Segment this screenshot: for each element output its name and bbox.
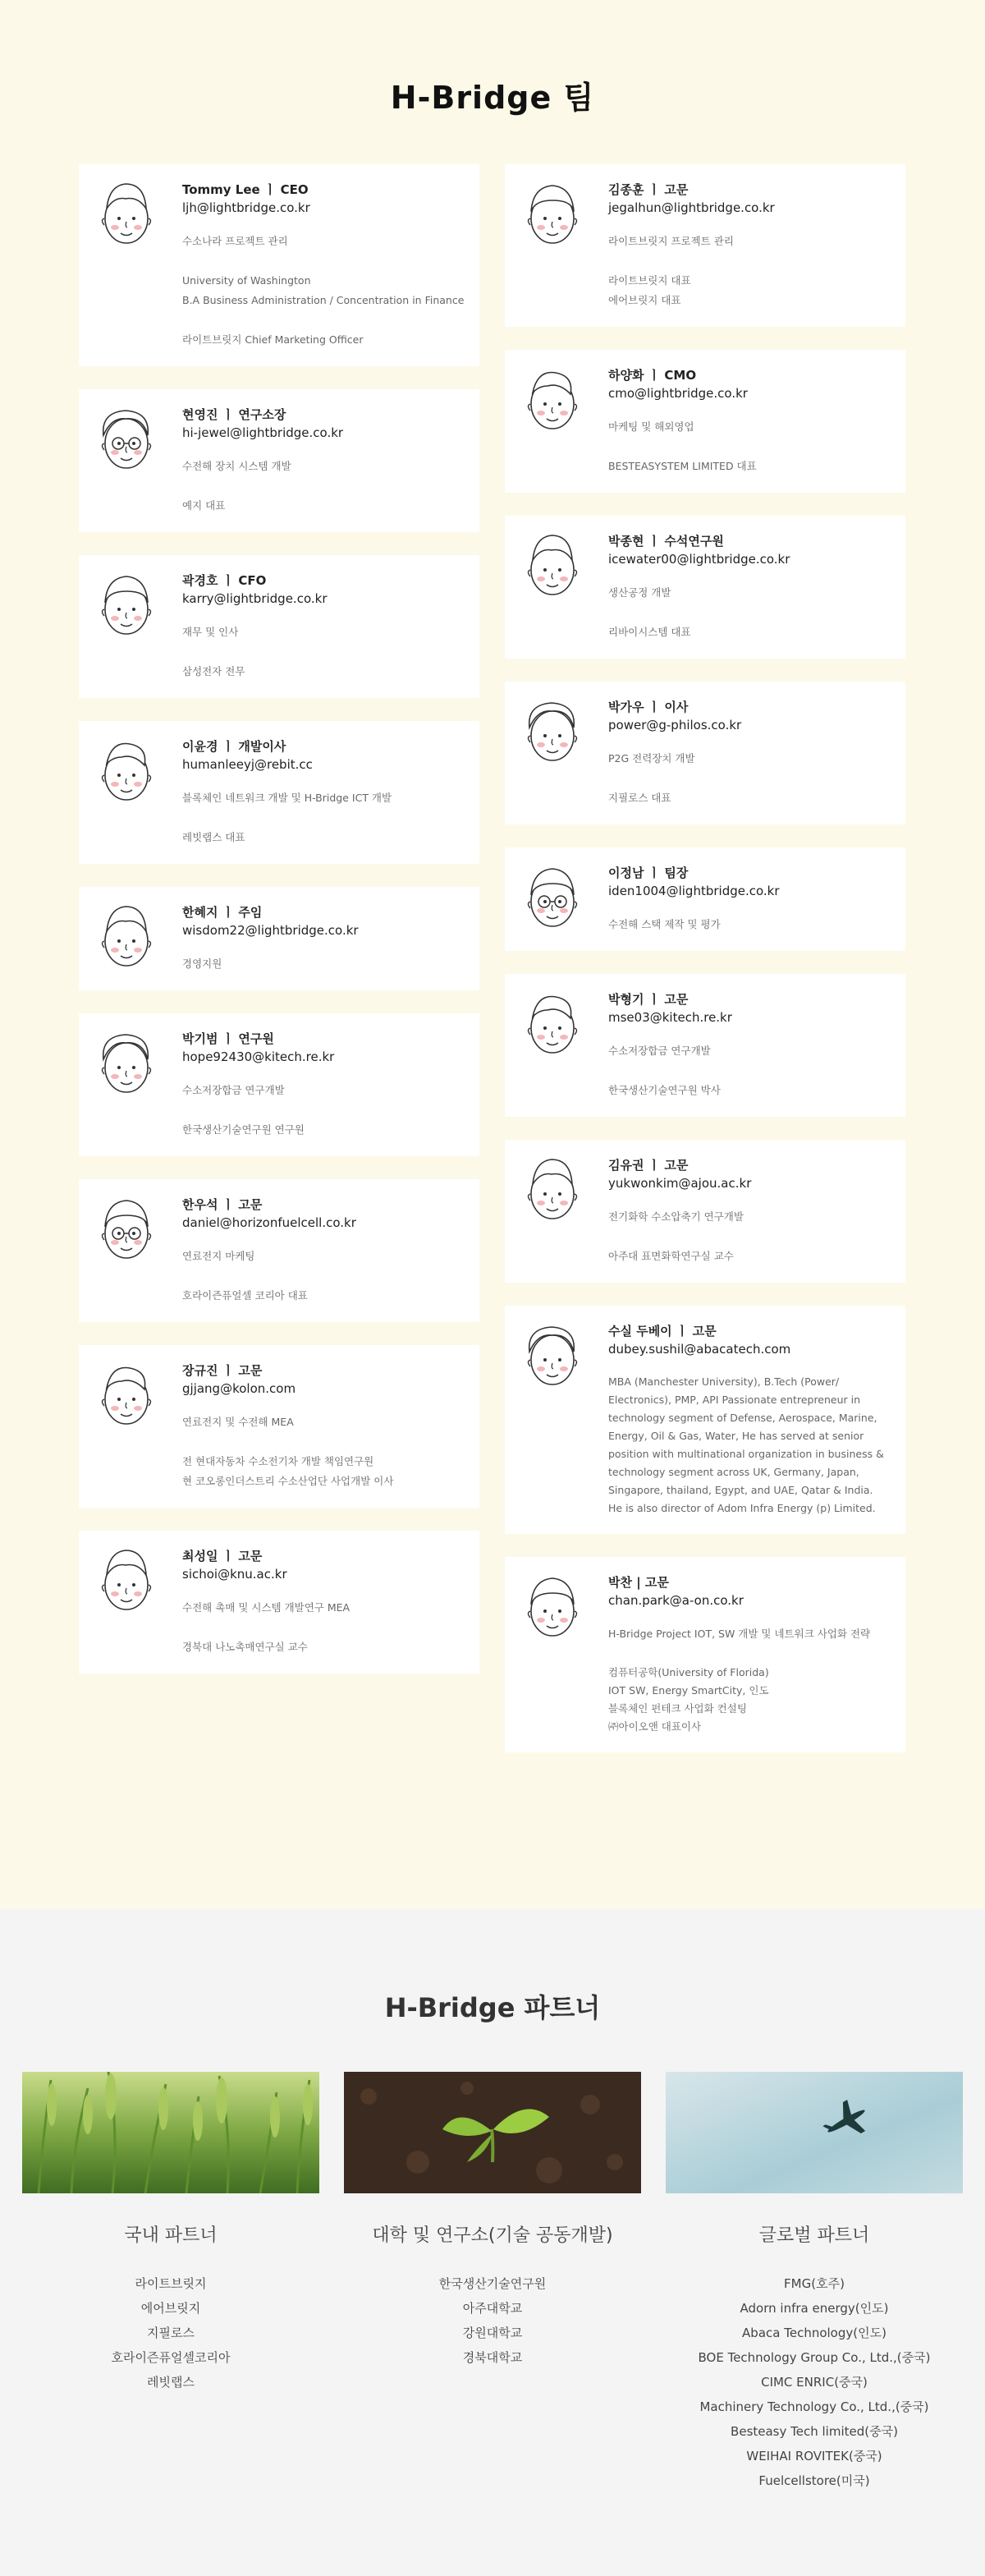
avatar-icon: [89, 567, 163, 649]
member-detail-line: 현 코오롱인더스트리 수소산업단 사업개발 이사: [182, 1475, 394, 1487]
member-detail-line: 수소나라 프로젝트 관리: [182, 235, 288, 247]
partner-item: CIMC ENRIC(중국): [761, 2375, 868, 2390]
team-member-card: [79, 887, 479, 990]
member-detail-line: 수소저장합금 연구개발: [608, 1045, 711, 1057]
member-email: dubey.sushil@abacatech.com: [608, 1342, 791, 1357]
member-detail-line: Energy, Oil & Gas, Water, He has served at senior: [608, 1430, 864, 1442]
member-email: chan.park@a-on.co.kr: [608, 1593, 744, 1608]
partner-item: BOE Technology Group Co., Ltd.,(중국): [698, 2350, 931, 2365]
member-detail-line: 수전해 촉매 및 시스템 개발연구 MEA: [182, 1601, 350, 1614]
member-detail-line: position with multinational organization in business &: [608, 1448, 884, 1460]
partner-section: [0, 1909, 985, 2576]
member-detail-line: 전 현대자동차 수소전기차 개발 책임연구원: [182, 1455, 374, 1467]
member-name: 박형기 ㅣ 고문: [608, 992, 689, 1007]
member-detail-line: 에어브릿지 대표: [608, 294, 681, 306]
member-detail-line: BESTEASYSTEM LIMITED 대표: [608, 460, 757, 472]
avatar-icon: [515, 1317, 589, 1399]
team-member-card: [79, 1345, 479, 1508]
team-member-card: [79, 389, 479, 532]
team-member-card: [79, 1179, 479, 1322]
avatar-icon: [89, 898, 163, 980]
partner-item: 강원대학교: [462, 2326, 523, 2340]
member-detail-line: 재무 및 인사: [182, 626, 239, 638]
partner-item: 호라이즌퓨얼셀코리아: [111, 2350, 231, 2365]
partner-list-research: [344, 2271, 641, 2370]
member-detail-line: ㈜아이오앤 대표이사: [608, 1720, 702, 1733]
member-name: 곽경호 ㅣ CFO: [182, 573, 267, 588]
member-name: 현영진 ㅣ 연구소장: [182, 407, 286, 422]
team-member-card: [79, 1531, 479, 1674]
member-name: 최성일 ㅣ 고문: [182, 1549, 263, 1564]
partner-item: WEIHAI ROVITEK(중국): [746, 2449, 882, 2464]
member-detail-line: 호라이즌퓨얼셀 코리아 대표: [182, 1289, 308, 1302]
member-email: karry@lightbridge.co.kr: [182, 591, 328, 606]
member-detail-line: 전기화학 수소압축기 연구개발: [608, 1210, 744, 1223]
member-detail-line: 생산공정 개발: [608, 586, 671, 599]
avatar-icon: [515, 1568, 589, 1651]
member-detail-line: 예지 대표: [182, 499, 226, 512]
member-detail-line: 경북대 나노촉매연구실 교수: [182, 1641, 308, 1653]
member-email: wisdom22@lightbridge.co.kr: [182, 923, 359, 938]
member-name: 이정남 ㅣ 팀장: [608, 866, 689, 880]
partner-item: 한국생산기술연구원: [438, 2276, 547, 2291]
avatar-icon: [89, 176, 163, 258]
member-email: power@g-philos.co.kr: [608, 718, 742, 732]
avatar-icon: [515, 859, 589, 941]
member-detail-line: 마케팅 및 해외영업: [608, 420, 694, 433]
member-name: 장규진 ㅣ 고문: [182, 1363, 263, 1378]
partner-list-domestic: [22, 2271, 319, 2395]
member-detail-line: 레빗랩스 대표: [182, 831, 245, 843]
member-detail-line: B.A Business Administration / Concentration in Finance: [182, 294, 465, 306]
member-name: 이윤경 ㅣ 개발이사: [182, 739, 286, 754]
member-email: icewater00@lightbridge.co.kr: [608, 552, 790, 567]
member-email: daniel@horizonfuelcell.co.kr: [182, 1215, 356, 1230]
partner-title: H-Bridge 파트너: [384, 1992, 601, 2023]
partner-item: Adorn infra energy(인도): [740, 2301, 889, 2316]
member-name: 수실 두베이 ㅣ 고문: [608, 1324, 717, 1339]
partner-item: 라이트브릿지: [135, 2276, 207, 2291]
member-email: yukwonkim@ajou.ac.kr: [608, 1176, 752, 1191]
member-email: jegalhun@lightbridge.co.kr: [608, 200, 775, 215]
member-detail-line: 리바이시스템 대표: [608, 626, 691, 638]
member-name: 박가우 ㅣ 이사: [608, 700, 689, 714]
avatar-icon: [89, 1025, 163, 1107]
partner-item: 에어브릿지: [140, 2301, 201, 2316]
member-email: iden1004@lightbridge.co.kr: [608, 884, 780, 898]
team-member-card: [505, 516, 905, 659]
member-detail-line: He is also director of Adom Infra Energy (p) Limited.: [608, 1502, 876, 1514]
partner-item: Fuelcellstore(미국): [758, 2473, 870, 2488]
team-column-right: [505, 164, 905, 1775]
member-detail-line: technology segment across UK, Germany, Japan,: [608, 1466, 859, 1478]
avatar-icon: [515, 693, 589, 775]
avatar-icon: [89, 1357, 163, 1439]
member-detail-line: 삼성전자 전무: [182, 665, 245, 677]
member-detail-line: 컴퓨터공학(University of Florida): [608, 1666, 769, 1678]
member-name: 김종훈 ㅣ 고문: [608, 182, 689, 197]
team-member-card: [79, 1013, 479, 1156]
member-email: mse03@kitech.re.kr: [608, 1010, 732, 1025]
team-member-card: [505, 1306, 905, 1534]
member-detail-line: 한국생산기술연구원 연구원: [182, 1123, 305, 1136]
member-detail-line: 라이트브릿지 Chief Marketing Officer: [182, 333, 364, 346]
partner-heading-global: 글로벌 파트너: [758, 2225, 870, 2246]
partner-item: 레빗랩스: [147, 2375, 195, 2390]
avatar-icon: [515, 527, 589, 609]
member-email: gjjang@kolon.com: [182, 1381, 296, 1396]
member-detail-line: 한국생산기술연구원 박사: [608, 1084, 721, 1096]
member-name: 박기범 ㅣ 연구원: [182, 1031, 274, 1046]
team-member-card: [505, 1140, 905, 1283]
partner-column-research: [344, 2072, 641, 2370]
member-detail-line: MBA (Manchester University), B.Tech (Power/: [608, 1375, 840, 1388]
seedling-soil-photo: [344, 2072, 641, 2193]
partner-column-domestic: [22, 2072, 319, 2395]
team-column-left: [79, 164, 479, 1697]
member-email: cmo@lightbridge.co.kr: [608, 386, 748, 401]
member-detail-line: University of Washington: [182, 274, 311, 287]
avatar-icon: [515, 361, 589, 443]
member-email: hi-jewel@lightbridge.co.kr: [182, 425, 344, 440]
partner-heading-domestic: 국내 파트너: [124, 2225, 218, 2246]
member-detail-line: 연료전지 마케팅: [182, 1250, 255, 1262]
airplane-sky-photo: [666, 2072, 963, 2193]
member-detail-line: 경영지원: [182, 957, 222, 970]
avatar-icon: [89, 1191, 163, 1273]
member-detail-line: IOT SW, Energy SmartCity, 인도: [608, 1684, 769, 1697]
team-member-card: [79, 721, 479, 864]
partner-item: 경북대학교: [462, 2350, 523, 2365]
partner-item: Abaca Technology(인도): [742, 2326, 886, 2340]
member-name: 한혜지 ㅣ 주임: [182, 905, 263, 920]
team-title: H-Bridge 팀: [390, 80, 595, 116]
team-member-card: [79, 555, 479, 698]
member-detail-line: Singapore, thailand, Egypt, and UAE, Qatar & India.: [608, 1484, 873, 1496]
avatar-icon: [89, 401, 163, 483]
partner-item: 지필로스: [147, 2326, 195, 2340]
member-detail-line: 지필로스 대표: [608, 792, 671, 804]
member-name: 박찬 | 고문: [608, 1575, 669, 1590]
member-email: hope92430@kitech.re.kr: [182, 1049, 335, 1064]
member-email: ljh@lightbridge.co.kr: [182, 200, 310, 215]
member-name: 하양화 ㅣ CMO: [608, 368, 697, 383]
partner-heading-research: 대학 및 연구소(기술 공동개발): [372, 2225, 613, 2246]
member-detail-line: P2G 전력장치 개발: [608, 752, 695, 765]
member-detail-line: technology segment of Defense, Aerospace, Marine,: [608, 1412, 877, 1424]
member-detail-line: 라이트브릿지 대표: [608, 274, 691, 287]
partner-list-global: [666, 2271, 963, 2493]
avatar-icon: [89, 732, 163, 815]
team-member-card: [505, 974, 905, 1117]
team-member-card: [505, 847, 905, 951]
team-member-card: [79, 164, 479, 366]
team-member-card: [505, 682, 905, 824]
wheat-field-photo: [22, 2072, 319, 2193]
member-detail-line: 블록체인 네트워크 개발 및 H-Bridge ICT 개발: [182, 792, 392, 804]
partner-column-global: [666, 2072, 963, 2493]
member-name: 한우석 ㅣ 고문: [182, 1197, 263, 1212]
member-name: 박종현 ㅣ 수석연구원: [608, 534, 724, 549]
member-detail-line: 수전해 장치 시스템 개발: [182, 460, 291, 472]
avatar-icon: [515, 1151, 589, 1233]
member-detail-line: Electronics), PMP, API Passionate entrepreneur in: [608, 1394, 861, 1406]
avatar-icon: [515, 176, 589, 258]
member-name: 김유권 ㅣ 고문: [608, 1158, 689, 1173]
member-detail-line: 수전해 스택 제작 및 평가: [608, 918, 721, 930]
member-detail-line: H-Bridge Project IOT, SW 개발 및 네트워크 사업화 전략: [608, 1628, 871, 1640]
member-email: humanleeyj@rebit.cc: [182, 757, 313, 772]
partner-item: FMG(호주): [784, 2276, 845, 2291]
avatar-icon: [89, 1542, 163, 1624]
partner-item: Besteasy Tech limited(중국): [731, 2424, 898, 2439]
member-detail-line: 연료전지 및 수전해 MEA: [182, 1416, 294, 1428]
avatar-icon: [515, 985, 589, 1068]
member-detail-line: 라이트브릿지 프로젝트 관리: [608, 235, 734, 247]
member-detail-line: 블록체인 펀테크 사업화 컨설팅: [608, 1702, 747, 1715]
member-email: sichoi@knu.ac.kr: [182, 1567, 287, 1582]
partner-item: 아주대학교: [462, 2301, 523, 2316]
team-member-card: [505, 164, 905, 327]
member-detail-line: 아주대 표면화학연구실 교수: [608, 1250, 734, 1262]
member-detail-line: 수소저장합금 연구개발: [182, 1084, 285, 1096]
member-name: Tommy Lee ㅣ CEO: [182, 182, 309, 197]
team-member-card: [505, 350, 905, 493]
partner-item: Machinery Technology Co., Ltd.,(중국): [699, 2399, 929, 2414]
team-member-card: [505, 1557, 905, 1752]
